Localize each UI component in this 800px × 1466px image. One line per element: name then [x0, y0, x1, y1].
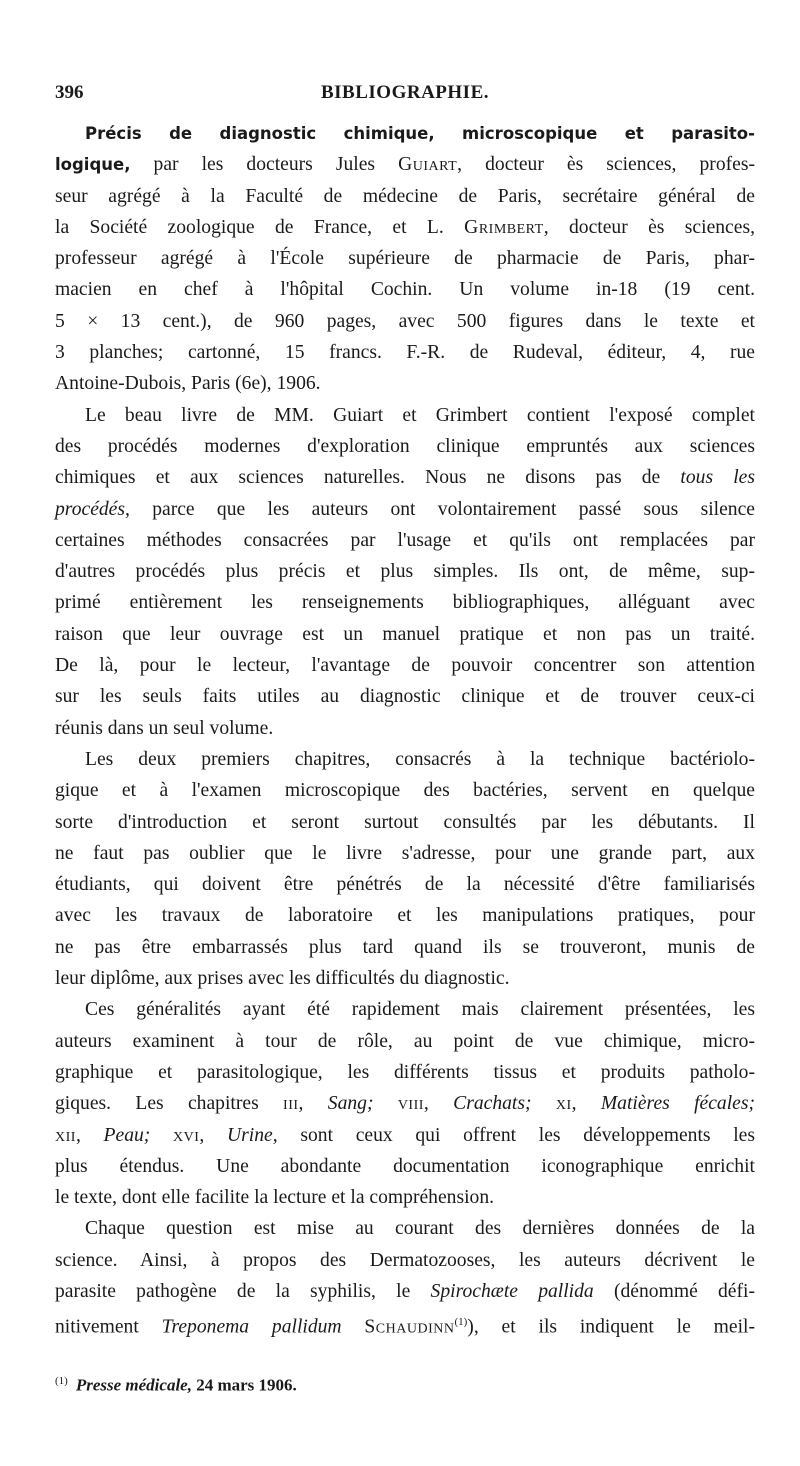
footnote-mark: (1): [55, 1375, 68, 1388]
paragraph-line: giques. Les chapitres iii, Sang; viii, Crachats; xi, Matières fécales;: [55, 1093, 756, 1115]
paragraph-line: le texte, dont elle facilite la lecture et la compréhension.: [55, 1187, 495, 1209]
paragraph-line: gique et à l'examen microscopique des bactéries, servent en quelque: [55, 780, 755, 802]
paragraph-line: certaines méthodes consacrées par l'usage et qu'ils ont remplacées par: [55, 529, 755, 551]
paragraph-line: auteurs examinent à tour de rôle, au point de vue chimique, micro-: [55, 1030, 755, 1052]
footnote-reference: (1): [454, 1316, 468, 1329]
paragraph-line: Chaque question est mise au courant des dernières données de la: [85, 1218, 755, 1240]
paragraph-line: Les deux premiers chapitres, consacrés à la technique bactériolo-: [85, 748, 755, 770]
paragraph-line: nitivement Treponema pallidum Schaudinn$^{(1)}$), et ils indiquent le meil-: [55, 1316, 755, 1338]
paragraph-line: De là, pour le lecteur, l'avantage de pouvoir concentrer son attention: [55, 655, 755, 677]
paragraph-line: leur diplôme, aux prises avec les difficultés du diagnostic.: [55, 968, 510, 990]
paragraph-line: xii, Peau; xvi, Urine, sont ceux qui offrent les développements les: [55, 1124, 756, 1146]
entry-line: professeur agrégé à l'École supérieure de pharmacie de Paris, phar-: [55, 248, 755, 270]
running-title: BIBLIOGRAPHIE.: [320, 82, 489, 103]
paragraph-line: ne pas être embarrassés plus tard quand ils se trouveront, munis de: [55, 936, 755, 958]
footnote-date: 24 mars 1906.: [196, 1375, 297, 1395]
paragraph-line: réunis dans un seul volume.: [55, 717, 274, 739]
paragraph-line: sorte d'introduction et seront surtout consultés par les débutants. Il: [55, 811, 755, 833]
paragraph-line: primé entièrement les renseignements bibliographiques, alléguant avec: [55, 592, 755, 614]
entry-line: 5 × 13 cent.), de 960 pages, avec 500 figures dans le texte et: [55, 310, 755, 332]
entry-line: la Société zoologique de France, et L. Grimbert, docteur ès sciences,: [55, 216, 755, 238]
paragraph-line: sur les seuls faits utiles au diagnostic clinique et de trouver ceux-ci: [55, 686, 755, 708]
entry-line: [55, 118, 755, 149]
paragraph-line: plus étendus. Une abondante documentation iconographique enrichit: [55, 1155, 755, 1177]
paragraph-line: Le beau livre de MM. Guiart et Grimbert contient l'exposé complet: [85, 404, 755, 426]
paragraph-line: science. Ainsi, à propos des Dermatozooses, les auteurs décrivent le: [55, 1249, 755, 1271]
page-number: 396: [55, 82, 84, 103]
paragraph-line: procédés, parce que les auteurs ont volontairement passé sous silence: [55, 498, 755, 520]
paragraph-line: étudiants, qui doivent être pénétrés de la nécessité d'être familiarisés: [55, 874, 755, 896]
paragraph-line: chimiques et aux sciences naturelles. Nous ne disons pas de tous les: [55, 467, 755, 489]
footnote: [55, 1369, 755, 1398]
running-header: [55, 82, 755, 118]
entry-line: seur agrégé à la Faculté de médecine de Paris, secrétaire général de: [55, 185, 755, 207]
paragraph-line: parasite pathogène de la syphilis, le Spirochæte pallida (dénommé défi-: [55, 1280, 755, 1302]
author-name: Grimbert: [464, 216, 544, 238]
spacer: [55, 1343, 755, 1369]
entry-line: Antoine-Dubois, Paris (6e), 1906.: [55, 373, 321, 395]
paragraph-line: ne faut pas oublier que le livre s'adresse, pour une grande part, aux: [55, 842, 755, 864]
paragraph-line: raison que leur ouvrage est un manuel pratique et non pas un traité.: [55, 623, 755, 645]
paragraph-line: d'autres procédés plus précis et plus simples. Ils ont, de même, sup-: [55, 561, 755, 583]
paragraph-line: Ces généralités ayant été rapidement mais clairement présentées, les: [85, 999, 755, 1021]
author-name: Guiart: [398, 154, 458, 176]
entry-title: Précis de diagnostic chimique, microscopique et parasito-: [85, 124, 755, 143]
bibliography-entry: [55, 118, 755, 1343]
entry-line: logique, par les docteurs Jules Guiart, docteur ès sciences, profes-: [55, 154, 755, 176]
page: [55, 82, 755, 1398]
entry-line: 3 planches; cartonné, 15 francs. F.-R. de Rudeval, éditeur, 4, rue: [55, 342, 755, 364]
entry-line: macien en chef à l'hôpital Cochin. Un volume in-18 (19 cent.: [55, 279, 755, 301]
paragraph-line: avec les travaux de laboratoire et les manipulations pratiques, pour: [55, 905, 755, 927]
footnote-journal: Presse médicale,: [75, 1375, 192, 1395]
paragraph-line: graphique et parasitologique, les différents tissus et produits patholo-: [55, 1061, 755, 1083]
paragraph-line: des procédés modernes d'exploration clinique empruntés aux sciences: [55, 435, 755, 457]
